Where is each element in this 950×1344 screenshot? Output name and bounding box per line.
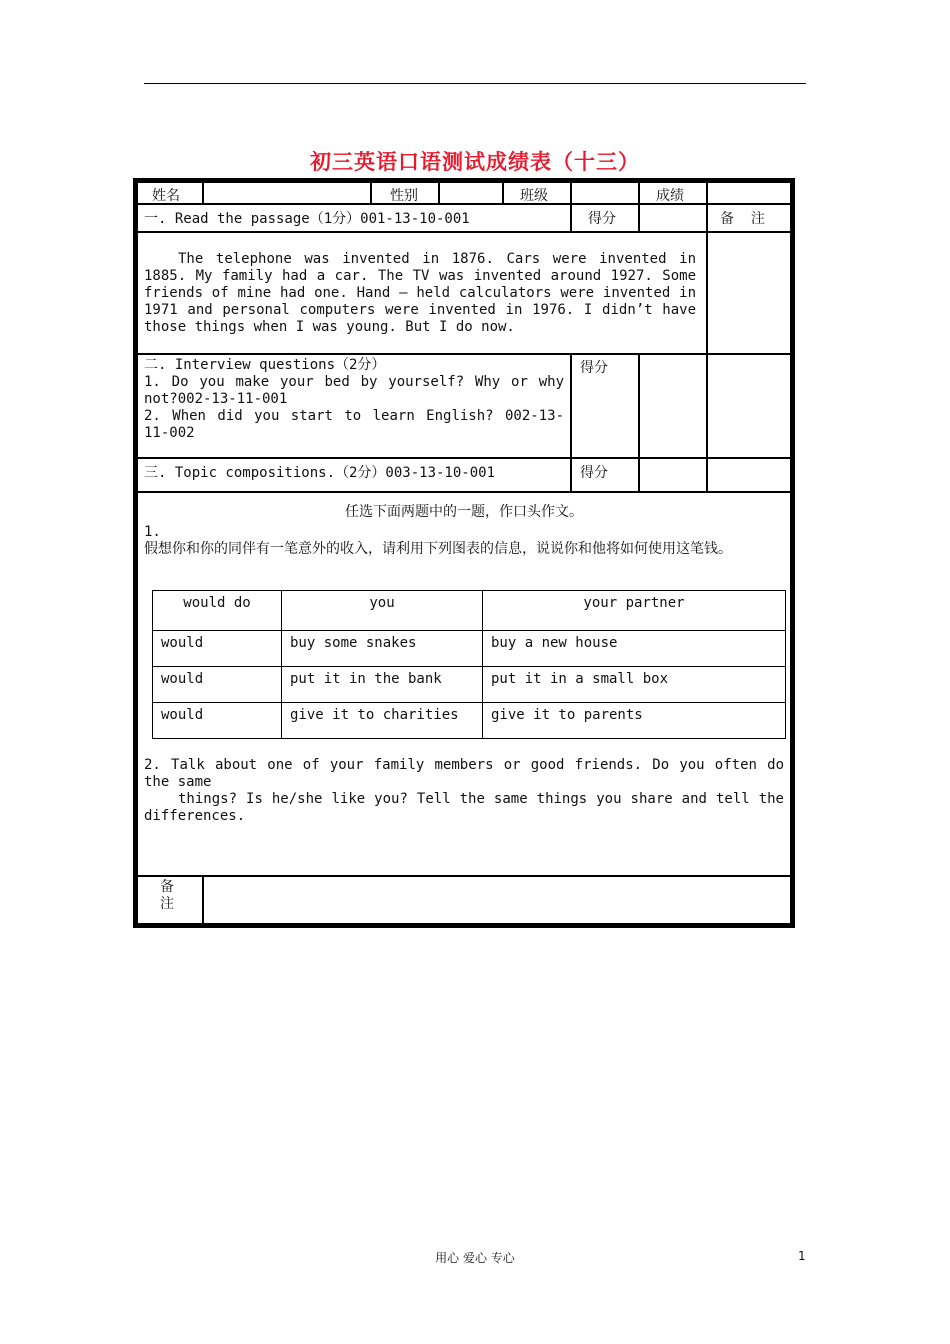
- interview-question-1: 1. Do you make your bed by yourself? Why or why not?002-13-11-001: [144, 374, 564, 407]
- passage-cell: [137, 232, 707, 354]
- section2-cell: [137, 354, 571, 458]
- name-label-cell: [137, 182, 203, 204]
- class-value-cell: [571, 182, 639, 204]
- interview-question-2: 2. When did you start to learn English? 002-13-11-002: [144, 408, 564, 441]
- section2-score-label-cell: [571, 354, 639, 458]
- composition-intro: 任选下面两题中的一题，作口头作文。: [345, 504, 583, 520]
- table-cell: put it in a small box: [483, 667, 786, 703]
- section3-remarks-cell: [707, 458, 791, 492]
- section2-score-value-cell: [639, 354, 707, 458]
- topic2-line2: things? Is he/she like you? Tell the same things you share and tell the differences.: [144, 791, 784, 824]
- table-row: [153, 667, 786, 703]
- header-rule: [144, 83, 806, 84]
- score-label: 成绩: [656, 188, 684, 204]
- section1-score-value-cell: [639, 204, 707, 232]
- topic1-number: 1.: [144, 524, 161, 540]
- section3-score-label: 得分: [580, 465, 608, 481]
- section1-remarks-label-cell: [707, 204, 791, 232]
- bottom-remarks-label-cell: [137, 876, 203, 924]
- name-label: 姓名: [152, 188, 180, 204]
- section3-score-label-cell: [571, 458, 639, 492]
- gender-value-cell: [439, 182, 503, 204]
- section2-score-label: 得分: [580, 360, 608, 376]
- table-cell: give it to charities: [282, 703, 483, 739]
- page-number: 1: [798, 1249, 806, 1263]
- section3-heading-cell: [137, 458, 571, 492]
- score-label-cell: [639, 182, 707, 204]
- gender-label: 性别: [390, 188, 418, 204]
- section3-score-value-cell: [639, 458, 707, 492]
- section1-score-label-cell: [571, 204, 639, 232]
- score-sheet-frame: [133, 178, 795, 928]
- topic2-line1: 2. Talk about one of your family members or good friends. Do you often do the same: [144, 757, 784, 790]
- name-value-cell: [203, 182, 371, 204]
- table-header-row: [153, 591, 786, 631]
- class-label-cell: [503, 182, 571, 204]
- gender-label-cell: [371, 182, 439, 204]
- score-value-cell: [707, 182, 791, 204]
- table-cell: put it in the bank: [282, 667, 483, 703]
- money-plan-table: [152, 590, 786, 739]
- table-header-cell: you: [282, 591, 483, 631]
- table-cell: would: [153, 703, 282, 739]
- section2-remarks-cell: [707, 354, 791, 458]
- document-title: 初三英语口语测试成绩表（十三）: [310, 149, 640, 174]
- table-cell: give it to parents: [483, 703, 786, 739]
- section1-score-label: 得分: [588, 211, 616, 227]
- table-header-cell: your partner: [483, 591, 786, 631]
- table-cell: buy a new house: [483, 631, 786, 667]
- page-footer: 用心 爱心 专心: [435, 1251, 515, 1265]
- table-row: [153, 703, 786, 739]
- bottom-remarks-label: 备注: [160, 879, 174, 912]
- section1-heading: 一. Read the passage（1分）001-13-10-001: [144, 211, 470, 227]
- reading-passage: The telephone was invented in 1876. Cars were invented in 1885. My family had a car. The TV was invented around 1927. Some friends of mine had one. Hand – held calculators were invented in 1971 and personal computers were invented in 1976. I didn’t have those things when I was young. But I do now.: [144, 251, 696, 335]
- table-row: [153, 631, 786, 667]
- table-cell: would: [153, 667, 282, 703]
- topic1-text: 假想你和你的同伴有一笔意外的收入，请利用下列图表的信息，说说你和他将如何使用这笔钱。: [144, 541, 732, 557]
- section2-heading: 二. Interview questions（2分）: [144, 357, 386, 373]
- table-cell: buy some snakes: [282, 631, 483, 667]
- table-cell: would: [153, 631, 282, 667]
- composition-cell: [137, 492, 791, 876]
- table-header-cell: would do: [153, 591, 282, 631]
- section1-remarks-label: 备 注: [720, 211, 765, 227]
- bottom-remarks-value-cell: [203, 876, 791, 924]
- class-label: 班级: [520, 188, 548, 204]
- section1-heading-cell: [137, 204, 571, 232]
- section3-heading: 三. Topic compositions.（2分）003-13-10-001: [144, 465, 496, 481]
- passage-remarks-cell: [707, 232, 791, 354]
